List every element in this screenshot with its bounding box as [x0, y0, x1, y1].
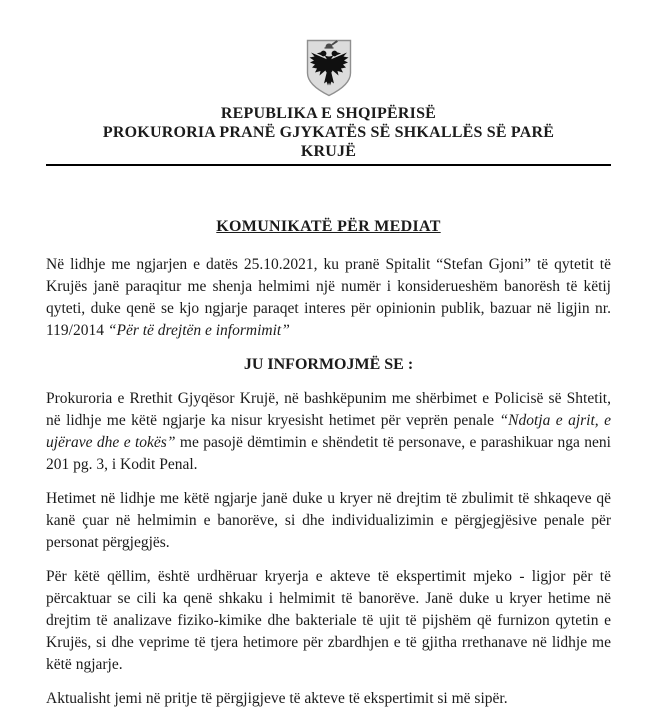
document-title: KOMUNIKATË PËR MEDIAT: [216, 218, 441, 235]
paragraph-status: Aktualisht jemi në pritje të përgjigjeve të akteve të ekspertimit si më sipër.: [46, 690, 508, 707]
paragraph-offense-post: me pasojë dëmtimin e shëndetit të personave, e parashikuar nga neni 201 pg. 3, i Kodit Penal.: [46, 434, 611, 473]
header-republic-line: REPUBLIKA E SHQIPËRISË: [220, 105, 437, 122]
letterhead-rule: [46, 164, 611, 166]
paragraph-intro: [46, 254, 611, 342]
paragraph-offense: [46, 388, 611, 476]
offense-name-quote: “Ndotja e ajrit, e ujërave dhe e tokës”: [46, 412, 611, 451]
paragraph-intro-text: Në lidhje me ngjarjen e datës 25.10.2021, ku pranë Spitalit “Stefan Gjoni” të qytetit të Krujës janë paraqitur me shenja helmimi një numër i konsiderueshëm banorësh të këtij qyteti, duke qenë se kjo ngjarje paraqet interes për opinionin publik, bazuar në ligjin nr. 119/2014: [46, 256, 611, 339]
header-institution-line: PROKURORIA PRANË GJYKATËS SË SHKALLËS SË PARË: [102, 124, 555, 141]
law-title-quote: “Për të drejtën e informimit”: [107, 322, 290, 339]
albanian-eagle-crest-icon: [304, 38, 354, 99]
paragraph-offense-pre: Prokuroria e Rrethit Gjyqësor Krujë, në bashkëpunim me shërbimet e Policisë së Shtetit, në lidhje me këtë ngjarje ka nisur kryesisht hetimet për veprën penale: [46, 390, 611, 429]
sub-heading-inform: JU INFORMOJMË SE :: [243, 356, 414, 373]
header-city-line: KRUJË: [300, 143, 357, 160]
paragraph-investigation: Hetimet në lidhje me këtë ngjarje janë duke u kryer në drejtim të zbulimit të shkaqeve që kanë çuar në helmimin e banorëve, si dhe individualizimin e përgjegjësive penale për personat përgjegjës.: [46, 490, 611, 551]
letterhead: [46, 38, 611, 166]
paragraph-expertise: Për këtë qëllim, është urdhëruar kryerja e akteve të ekspertimit mjeko - ligjor për të përcaktuar se cili ka qenë shkaku i helmimit të banorëve. Janë duke u kryer hetime në drejtim të analizave fiziko-kimike dhe bakteriale të ujit të pijshëm që furnizon qytetin e Krujës, si dhe veprime të tjera hetimore për zbardhjen e të gjitha rrethanave në lidhje me këtë ngjarje.: [46, 568, 611, 673]
